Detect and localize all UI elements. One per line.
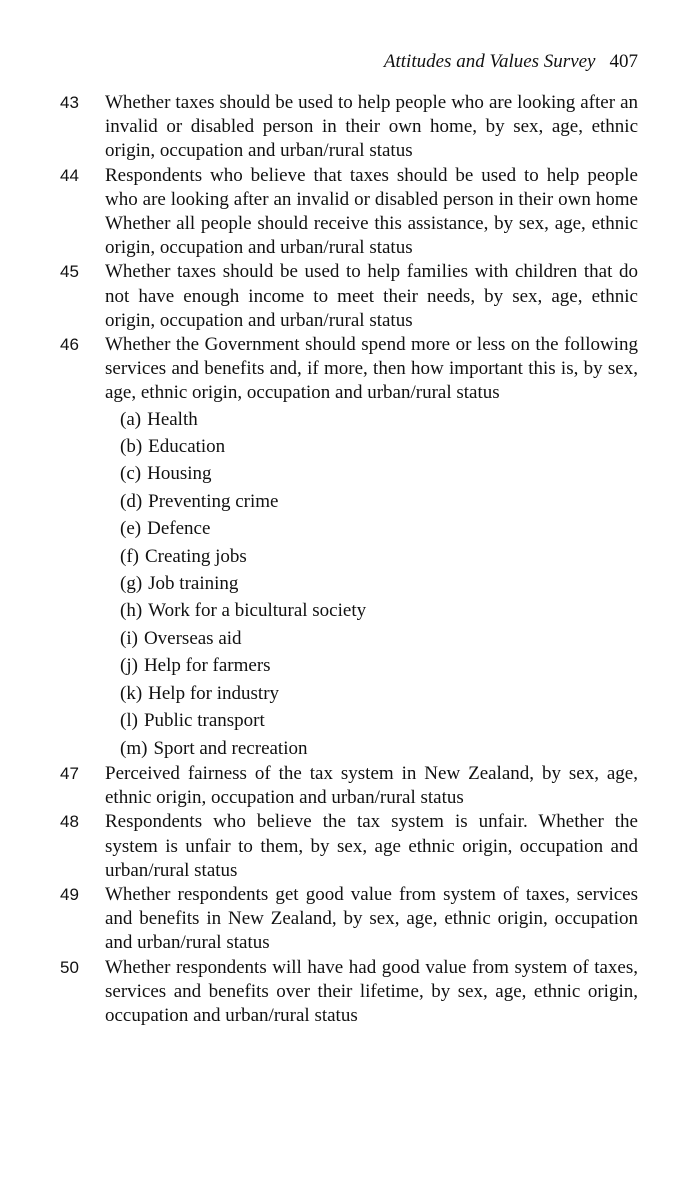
sub-item-label: (k) [120, 682, 143, 704]
sub-item-label: (e) [120, 518, 142, 540]
sub-item-label: (d) [120, 490, 143, 512]
sub-list-item [105, 543, 638, 570]
list-entry-49 [60, 883, 638, 956]
sub-item-text: Housing [147, 463, 212, 485]
running-head-title: Attitudes and Values Survey [383, 51, 596, 72]
sub-item-label: (m) [120, 737, 148, 759]
sub-item-text: Work for a bicultural society [148, 600, 367, 622]
sub-list-item [105, 488, 638, 515]
sub-item-text: Help for industry [148, 682, 280, 704]
sub-item-text: Public transport [143, 710, 265, 732]
sub-item-label: (h) [120, 600, 143, 622]
sub-item-label: (c) [120, 463, 142, 485]
entry-text: Respondents who believe that taxes should be used to help people who are looking after an invalid or disabled person in their own home Whether all people should receive this assistance, by sex, age, ethnic origin, occupation and urban/rural status [105, 164, 638, 259]
sub-item-text: Defence [147, 518, 211, 540]
sub-list-item [105, 515, 638, 542]
page-number: 407 [609, 51, 638, 72]
entry-text: Whether taxes should be used to help families with children that do not have enough income to meet their needs, by sex, age, ethnic origin, occupation and urban/rural status [105, 261, 638, 331]
list-entry-45 [60, 260, 638, 333]
sub-item-label: (j) [120, 655, 138, 677]
sub-list-item [105, 652, 638, 679]
entry-text: Whether taxes should be used to help people who are looking after an invalid or disabled person in their own home, by sex, age, ethnic origin, occupation and urban/rural status [105, 92, 638, 162]
sub-item-label: (f) [120, 545, 139, 567]
sub-item-text: Creating jobs [144, 545, 247, 567]
running-head [384, 50, 638, 74]
entry-text: Whether respondents will have had good value from system of taxes, services and benefits over their lifetime, by sex, age, ethnic origin, occupation and urban/rural status [105, 956, 638, 1026]
services-sub-list [105, 406, 638, 762]
entry-text: Whether respondents get good value from system of taxes, services and benefits in New Zealand, by sex, age, ethnic origin, occupation and urban/rural status [105, 883, 638, 954]
sub-item-text: Sport and recreation [153, 737, 308, 759]
list-entry-47 [60, 762, 638, 810]
list-entry-44 [60, 164, 638, 261]
entry-number: 43 [60, 93, 79, 112]
entry-number: 48 [60, 812, 79, 832]
entry-text: Perceived fairness of the tax system in New Zealand, by sex, age, ethnic origin, occupation and urban/rural status [105, 762, 638, 809]
sub-list-item [105, 680, 638, 707]
sub-list-item [105, 625, 638, 652]
entry-text: Respondents who believe the tax system is unfair. Whether the system is unfair to them, by sex, age ethnic origin, occupation and urban/rural status [105, 811, 638, 881]
sub-item-text: Overseas aid [143, 627, 242, 649]
sub-item-label: (i) [120, 627, 138, 649]
sub-item-label: (a) [120, 408, 142, 430]
sub-item-text: Job training [148, 573, 239, 595]
list-entry-48 [60, 810, 638, 883]
table-list [60, 91, 638, 1028]
sub-item-text: Education [148, 436, 226, 458]
sub-list-item [105, 406, 638, 433]
entry-text: Whether the Government should spend more or less on the following services and benefits and, if more, then how important this is, by sex, age, ethnic origin, occupation and urban/rural status [105, 334, 638, 404]
sub-item-label: (g) [120, 573, 143, 595]
entry-number: 50 [60, 957, 79, 977]
sub-item-label: (b) [120, 436, 143, 458]
sub-list-item [105, 735, 638, 762]
entry-number: 46 [60, 335, 79, 355]
sub-item-text: Health [147, 408, 198, 430]
sub-item-text: Preventing crime [148, 490, 279, 512]
sub-item-label: (l) [120, 710, 138, 732]
list-entry-43 [60, 91, 638, 164]
sub-list-item [105, 707, 638, 734]
entry-number: 45 [60, 262, 79, 282]
sub-list-item [105, 597, 638, 624]
sub-list-item [105, 433, 638, 460]
entry-number: 47 [60, 763, 79, 783]
list-entry-50 [60, 956, 638, 1029]
sub-item-text: Help for farmers [143, 655, 271, 677]
entry-number: 49 [60, 884, 79, 904]
list-entry-46 [60, 333, 638, 762]
sub-list-item [105, 570, 638, 597]
sub-list-item [105, 460, 638, 487]
entry-number: 44 [60, 165, 79, 185]
